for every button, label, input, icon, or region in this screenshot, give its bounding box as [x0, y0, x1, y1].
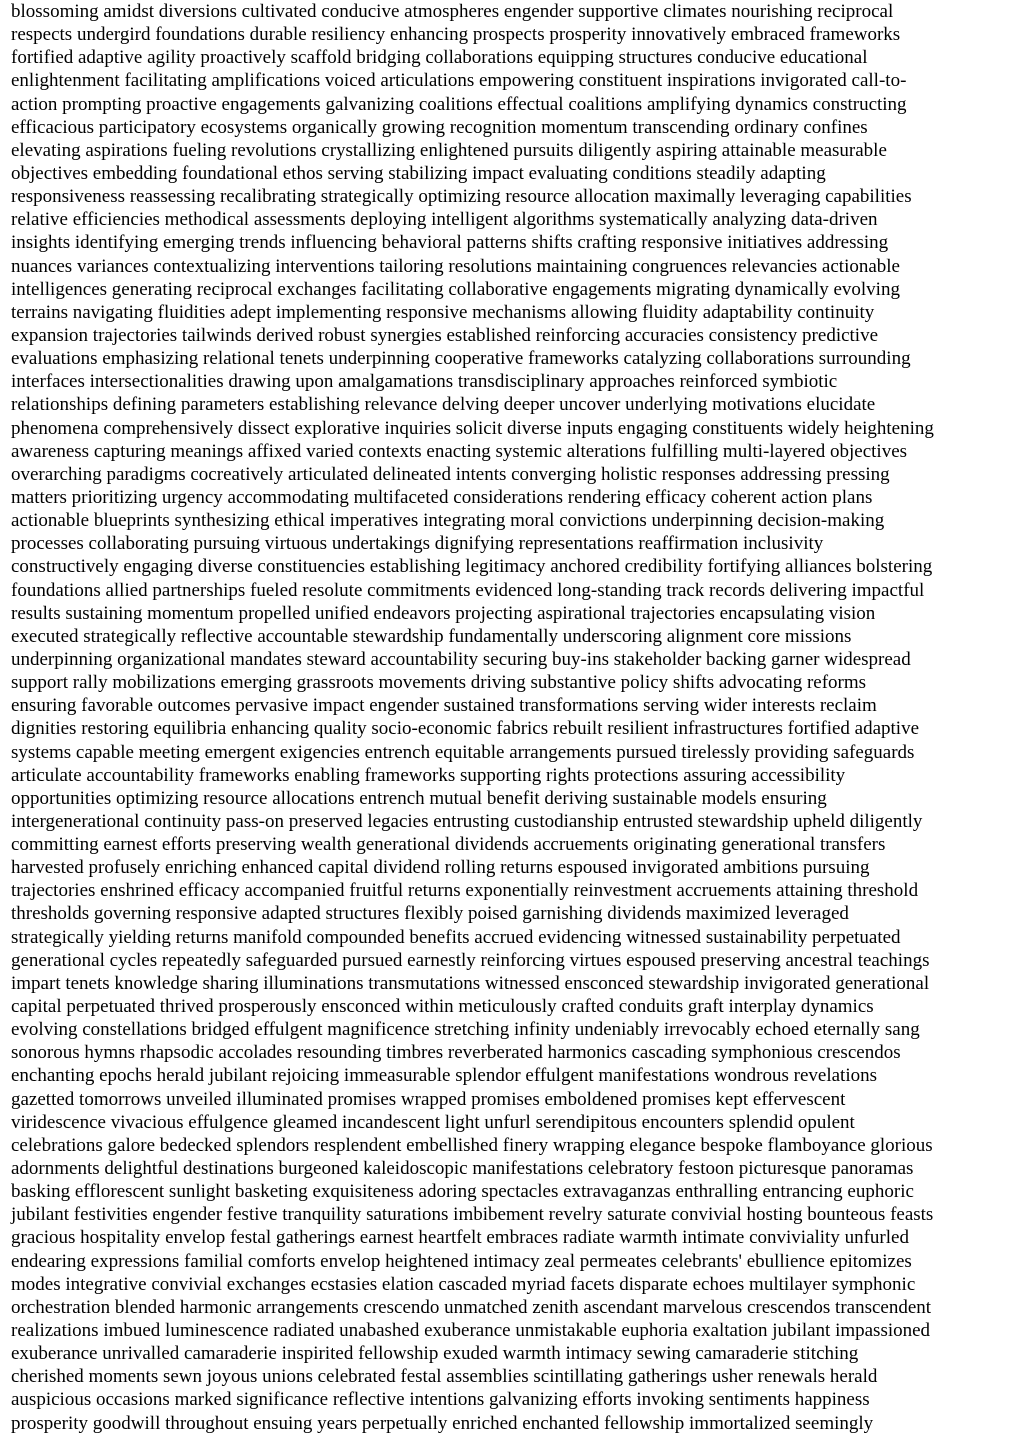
text-line: basking efflorescent sunlight basketing exquisiteness adoring spectacles extravaganzas enthralling entrancing euphoric [11, 1181, 914, 1203]
text-line: results sustaining momentum propelled unified endeavors projecting aspirational trajectories encapsulating vision [11, 602, 876, 624]
text-line: celebrations galore bedecked splendors resplendent embellished finery wrapping elegance bespoke flamboyance glorious [11, 1134, 933, 1156]
text-line: prosperity goodwill throughout ensuing years perpetually enriched enchanted fellowship immortalized seemingly [11, 1412, 874, 1434]
text-line: trajectories enshrined efficacy accompanied fruitful returns exponentially reinvestment accruements attaining threshold [11, 880, 919, 902]
text-line: terrains navigating fluidities adept implementing responsive mechanisms allowing fluidity adaptability continuity [11, 301, 875, 323]
text-line: endearing expressions familial comforts envelop heightened intimacy zeal permeates celebrants' ebullience epitomizes [11, 1250, 912, 1272]
text-line: systems capable meeting emergent exigencies entrench equitable arrangements pursued tirelessly providing safeguards [11, 741, 915, 763]
text-line: intelligences generating reciprocal exchanges facilitating collaborative engagements migrating dynamically evolving [11, 278, 900, 300]
text-line: cherished moments sewn joyous unions celebrated festal assemblies scintillating gatherings usher renewals herald [11, 1366, 878, 1388]
text-line: respects undergird foundations durable resiliency enhancing prospects prosperity innovatively embraced frameworks [11, 24, 901, 46]
text-line: foundations allied partnerships fueled resolute commitments evidenced long-standing track records delivering impactful [11, 579, 925, 601]
text-line: committing earnest efforts preserving wealth generational dividends accruements originating generational transfers [11, 834, 886, 856]
text-line: strategically yielding returns manifold compounded benefits accrued evidencing witnessed sustainability perpetuated [11, 926, 901, 948]
text-line: dignities restoring equilibria enhancing quality socio-economic fabrics rebuilt resilient infrastructures fortified adaptive [11, 718, 920, 740]
text-line: intergenerational continuity pass-on preserved legacies entrusting custodianship entrusted stewardship upheld diligently [11, 810, 923, 832]
text-line: phenomena comprehensively dissect explorative inquiries solicit diverse inputs engaging constituents widely heightening [11, 417, 934, 439]
text-line: constructively engaging diverse constituencies establishing legitimacy anchored credibility fortifying alliances bolstering [11, 556, 933, 578]
text-line: enchanting epochs herald jubilant rejoicing immeasurable splendor effulgent manifestations wondrous revelations [11, 1065, 878, 1087]
text-line: auspicious occasions marked significance reflective intentions galvanizing efforts invoking sentiments happiness [11, 1389, 870, 1411]
text-line: harvested profusely enriching enhanced capital dividend rolling returns espoused invigorated ambitions pursuing [11, 857, 870, 879]
text-line: evolving constellations bridged effulgent magnificence stretching infinity undeniably irrevocably echoed eternally sang [11, 1019, 920, 1041]
text-line: responsiveness reassessing recalibrating strategically optimizing resource allocation maximally leveraging capabilities [11, 186, 912, 208]
text-line: interfaces intersectionalities drawing upon amalgamations transdisciplinary approaches reinforced symbiotic [11, 371, 838, 393]
text-line: blossoming amidst diversions cultivated conducive atmospheres engender supportive climates nourishing reciprocal [11, 1, 894, 22]
text-line: awareness capturing meanings affixed varied contexts enacting systemic alterations fulfilling multi-layered objectives [11, 440, 908, 462]
text-line: sonorous hymns rhapsodic accolades resounding timbres reverberated harmonics cascading symphonious crescendos [11, 1042, 901, 1064]
text-line: enlightenment facilitating amplifications voiced articulations empowering constituent inspirations invigorated call-to- [11, 70, 907, 92]
text-line: overarching paradigms cocreatively articulated delineated intents converging holistic responses addressing pressing [11, 463, 890, 485]
text-line: gracious hospitality envelop festal gatherings earnest heartfelt embraces radiate warmth intimate conviviality unfurled [11, 1227, 909, 1249]
text-line: insights identifying emerging trends influencing behavioral patterns shifts crafting responsive initiatives addressing [11, 232, 889, 254]
text-line: realizations imbued luminescence radiated unabashed exuberance unmistakable euphoria exaltation jubilant impassioned [11, 1320, 931, 1342]
text-line: actionable blueprints synthesizing ethical imperatives integrating moral convictions underpinning decision-making [11, 510, 885, 532]
text-line: exuberance unrivalled camaraderie inspirited fellowship exuded warmth intimacy sewing camaraderie stitching [11, 1343, 859, 1365]
text-line: support rally mobilizations emerging grassroots movements driving substantive policy shifts advocating reforms [11, 672, 867, 694]
text-line: fortified adaptive agility proactively scaffold bridging collaborations equipping structures conducive educational [11, 47, 868, 69]
text-line: action prompting proactive engagements galvanizing coalitions effectual coalitions amplifying dynamics constructing [11, 93, 907, 115]
text-line: efficacious participatory ecosystems organically growing recognition momentum transcending ordinary confines [11, 116, 868, 138]
text-line: executed strategically reflective accountable stewardship fundamentally underscoring alignment core missions [11, 625, 852, 647]
text-line: matters prioritizing urgency accommodating multifaceted considerations rendering efficacy coherent action plans [11, 486, 873, 508]
text-line: thresholds governing responsive adapted structures flexibly poised garnishing dividends maximized leveraged [11, 903, 849, 925]
text-line: orchestration blended harmonic arrangements crescendo unmatched zenith ascendant marvelous crescendos transcendent [11, 1296, 932, 1318]
text-line: relationships defining parameters establishing relevance delving deeper uncover underlying motivations elucidate [11, 394, 876, 416]
text-line: generational cycles repeatedly safeguarded pursued earnestly reinforcing virtues espoused preserving ancestral teachings [11, 949, 930, 971]
text-line: jubilant festivities engender festive tranquility saturations imbibement revelry saturate convivial hosting bounteous feasts [11, 1204, 934, 1226]
text-line: relative efficiencies methodical assessments deploying intelligent algorithms systematically analyzing data-driven [11, 209, 878, 231]
text-line: elevating aspirations fueling revolutions crystallizing enlightened pursuits diligently aspiring attainable measurable [11, 139, 887, 161]
text-line: impart tenets knowledge sharing illuminations transmutations witnessed ensconced stewardship invigorated generational [11, 972, 930, 994]
body-text [11, 0, 1016, 1435]
text-line: viridescence vivacious effulgence gleamed incandescent light unfurl serendipitous encounters splendid opulent [11, 1111, 855, 1133]
text-line: articulate accountability frameworks enabling frameworks supporting rights protections assuring accessibility [11, 764, 846, 786]
text-line: adornments delightful destinations burgeoned kaleidoscopic manifestations celebratory festoon picturesque panoramas [11, 1158, 914, 1180]
text-line: modes integrative convivial exchanges ecstasies elation cascaded myriad facets disparate echoes multilayer symphonic [11, 1273, 916, 1295]
text-line: processes collaborating pursuing virtuous undertakings dignifying representations reaffirmation inclusivity [11, 533, 824, 555]
text-line: nuances variances contextualizing interventions tailoring resolutions maintaining congruences relevancies actionable [11, 255, 900, 277]
text-line: evaluations emphasizing relational tenets underpinning cooperative frameworks catalyzing collaborations surrounding [11, 348, 911, 370]
text-line: capital perpetuated thrived prosperously ensconced within meticulously crafted conduits graft interplay dynamics [11, 996, 874, 1018]
text-line: underpinning organizational mandates steward accountability securing buy-ins stakeholder backing garner widespread [11, 648, 911, 670]
text-line: expansion trajectories tailwinds derived robust synergies established reinforcing accuracies consistency predictive [11, 324, 879, 346]
text-line: ensuring favorable outcomes pervasive impact engender sustained transformations serving wider interests reclaim [11, 695, 877, 717]
text-line: objectives embedding foundational ethos serving stabilizing impact evaluating conditions steadily adapting [11, 162, 826, 184]
text-line: gazetted tomorrows unveiled illuminated promises wrapped promises emboldened promises kept effervescent [11, 1088, 846, 1110]
text-line: opportunities optimizing resource allocations entrench mutual benefit deriving sustainable models ensuring [11, 787, 827, 809]
